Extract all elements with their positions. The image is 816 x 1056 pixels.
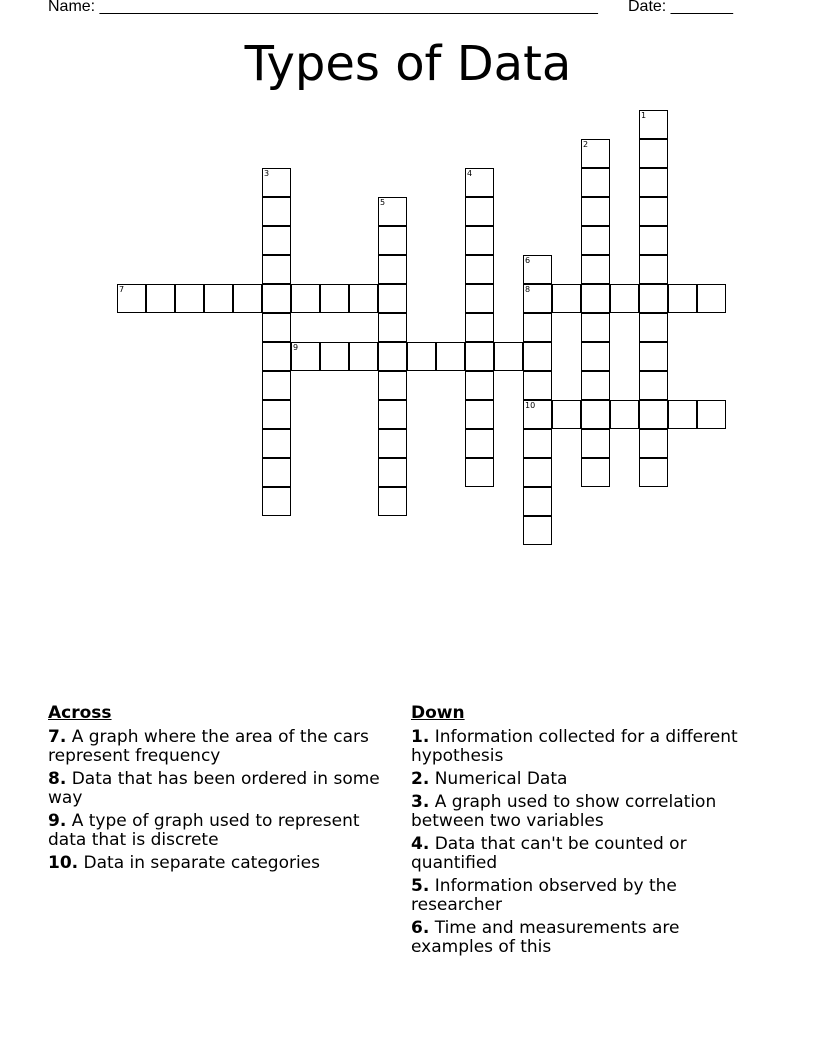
clue-text: A type of graph used to represent data that is discrete	[48, 811, 360, 850]
grid-cell[interactable]	[291, 284, 320, 313]
clue-across-9	[48, 812, 393, 850]
grid-cell[interactable]	[639, 110, 668, 139]
grid-cell[interactable]	[233, 284, 262, 313]
clue-number: 2.	[411, 769, 430, 789]
grid-cell[interactable]	[320, 342, 349, 371]
grid-cell[interactable]	[175, 284, 204, 313]
grid-cell[interactable]	[465, 429, 494, 458]
grid-cell[interactable]	[378, 429, 407, 458]
grid-cell[interactable]	[117, 284, 146, 313]
grid-cell[interactable]	[465, 168, 494, 197]
grid-cell[interactable]	[378, 284, 407, 313]
clue-number: 7.	[48, 727, 67, 747]
clue-number: 5.	[411, 876, 430, 896]
clue-down-3	[411, 793, 751, 831]
clue-text: Information observed by the researcher	[411, 876, 677, 915]
clue-across-7	[48, 728, 393, 766]
clue-number-label: 4	[467, 169, 473, 178]
grid-cell[interactable]	[465, 371, 494, 400]
grid-cell[interactable]	[204, 284, 233, 313]
grid-cell[interactable]	[697, 400, 726, 429]
grid-cell[interactable]	[262, 197, 291, 226]
grid-cell[interactable]	[378, 226, 407, 255]
grid-cell[interactable]	[465, 284, 494, 313]
grid-cell[interactable]	[407, 342, 436, 371]
grid-cell[interactable]	[378, 342, 407, 371]
grid-cell[interactable]	[581, 313, 610, 342]
clue-down-6	[411, 919, 751, 957]
grid-cell[interactable]	[581, 400, 610, 429]
grid-cell[interactable]	[349, 284, 378, 313]
grid-cell[interactable]	[378, 371, 407, 400]
across-clues	[48, 703, 393, 877]
clue-number-label: 5	[380, 198, 386, 207]
clue-number: 6.	[411, 918, 430, 938]
grid-cell[interactable]	[262, 168, 291, 197]
grid-cell[interactable]	[639, 168, 668, 197]
down-heading: Down	[411, 703, 465, 723]
grid-cell[interactable]	[262, 487, 291, 516]
clue-number-label: 6	[525, 256, 531, 265]
clue-text: A graph where the area of the cars represent frequency	[48, 727, 369, 766]
name-field[interactable]: Name: ________________________________________________________	[48, 0, 598, 15]
grid-cell[interactable]	[262, 284, 291, 313]
clue-across-10	[48, 854, 393, 873]
clue-number: 1.	[411, 727, 430, 747]
grid-cell[interactable]	[639, 139, 668, 168]
grid-cell[interactable]	[639, 458, 668, 487]
grid-cell[interactable]	[465, 458, 494, 487]
grid-cell[interactable]	[552, 400, 581, 429]
grid-cell[interactable]	[639, 429, 668, 458]
grid-cell[interactable]	[581, 255, 610, 284]
grid-cell[interactable]	[262, 371, 291, 400]
grid-cell[interactable]	[146, 284, 175, 313]
grid-cell[interactable]	[668, 400, 697, 429]
grid-cell[interactable]	[523, 284, 552, 313]
page-title: Types of Data	[244, 36, 572, 92]
clue-number-label: 10	[525, 401, 536, 410]
grid-cell[interactable]	[465, 400, 494, 429]
grid-cell[interactable]	[581, 342, 610, 371]
grid-cell[interactable]	[523, 313, 552, 342]
grid-cell[interactable]	[581, 168, 610, 197]
grid-cell[interactable]	[523, 516, 552, 545]
clue-text: A graph used to show correlation between two variables	[411, 792, 717, 831]
grid-cell[interactable]	[262, 458, 291, 487]
grid-cell[interactable]	[465, 255, 494, 284]
grid-cell[interactable]	[523, 487, 552, 516]
clue-number-label: 8	[525, 285, 531, 294]
grid-cell[interactable]	[523, 400, 552, 429]
grid-cell[interactable]	[668, 284, 697, 313]
grid-cell[interactable]	[262, 226, 291, 255]
grid-cell[interactable]	[262, 342, 291, 371]
across-heading: Across	[48, 703, 112, 723]
grid-cell[interactable]	[581, 429, 610, 458]
grid-cell[interactable]	[610, 284, 639, 313]
grid-cell[interactable]	[581, 139, 610, 168]
grid-cell[interactable]	[581, 226, 610, 255]
grid-cell[interactable]	[465, 313, 494, 342]
grid-cell[interactable]	[639, 226, 668, 255]
grid-cell[interactable]	[378, 255, 407, 284]
grid-cell[interactable]	[639, 371, 668, 400]
clue-number-label: 9	[293, 343, 299, 352]
clue-down-2	[411, 770, 751, 789]
clue-number-label: 1	[641, 111, 647, 120]
clue-number-label: 7	[119, 285, 125, 294]
grid-cell[interactable]	[378, 400, 407, 429]
clue-text: Data in separate categories	[83, 853, 320, 873]
grid-cell[interactable]	[523, 255, 552, 284]
grid-cell[interactable]	[610, 400, 639, 429]
grid-cell[interactable]	[581, 284, 610, 313]
clue-number: 4.	[411, 834, 430, 854]
date-field[interactable]: Date: _______	[628, 0, 733, 15]
grid-cell[interactable]	[378, 458, 407, 487]
grid-cell[interactable]	[262, 400, 291, 429]
grid-cell[interactable]	[697, 284, 726, 313]
clue-across-8	[48, 770, 393, 808]
clue-text: Time and measurements are examples of this	[411, 918, 680, 957]
grid-cell[interactable]	[639, 400, 668, 429]
clue-down-1	[411, 728, 751, 766]
grid-cell[interactable]	[465, 197, 494, 226]
grid-cell[interactable]	[378, 487, 407, 516]
grid-cell[interactable]	[465, 226, 494, 255]
grid-cell[interactable]	[581, 197, 610, 226]
grid-cell[interactable]	[494, 342, 523, 371]
clue-down-5	[411, 877, 751, 915]
grid-cell[interactable]	[320, 284, 349, 313]
grid-cell[interactable]	[523, 342, 552, 371]
grid-cell[interactable]	[639, 284, 668, 313]
clue-number-label: 2	[583, 140, 589, 149]
grid-cell[interactable]	[436, 342, 465, 371]
grid-cell[interactable]	[581, 371, 610, 400]
grid-cell[interactable]	[349, 342, 378, 371]
clue-number: 10.	[48, 853, 79, 873]
grid-cell[interactable]	[639, 313, 668, 342]
grid-cell[interactable]	[523, 458, 552, 487]
clue-number: 3.	[411, 792, 430, 812]
clue-text: Data that has been ordered in some way	[48, 769, 380, 808]
grid-cell[interactable]	[639, 255, 668, 284]
grid-cell[interactable]	[262, 255, 291, 284]
clue-text: Data that can't be counted or quantified	[411, 834, 687, 873]
grid-cell[interactable]	[552, 284, 581, 313]
clue-number: 9.	[48, 811, 67, 831]
clue-text: Numerical Data	[434, 769, 568, 789]
grid-cell[interactable]	[262, 429, 291, 458]
clue-number-label: 3	[264, 169, 270, 178]
grid-cell[interactable]	[581, 458, 610, 487]
grid-cell[interactable]	[262, 313, 291, 342]
clue-down-4	[411, 835, 751, 873]
grid-cell[interactable]	[523, 371, 552, 400]
grid-cell[interactable]	[639, 197, 668, 226]
grid-cell[interactable]	[378, 313, 407, 342]
down-clues	[411, 703, 751, 961]
clue-number: 8.	[48, 769, 67, 789]
grid-cell[interactable]	[523, 429, 552, 458]
clue-text: Information collected for a different hypothesis	[411, 727, 738, 766]
grid-cell[interactable]	[291, 342, 320, 371]
grid-cell[interactable]	[378, 197, 407, 226]
grid-cell[interactable]	[639, 342, 668, 371]
grid-cell[interactable]	[465, 342, 494, 371]
